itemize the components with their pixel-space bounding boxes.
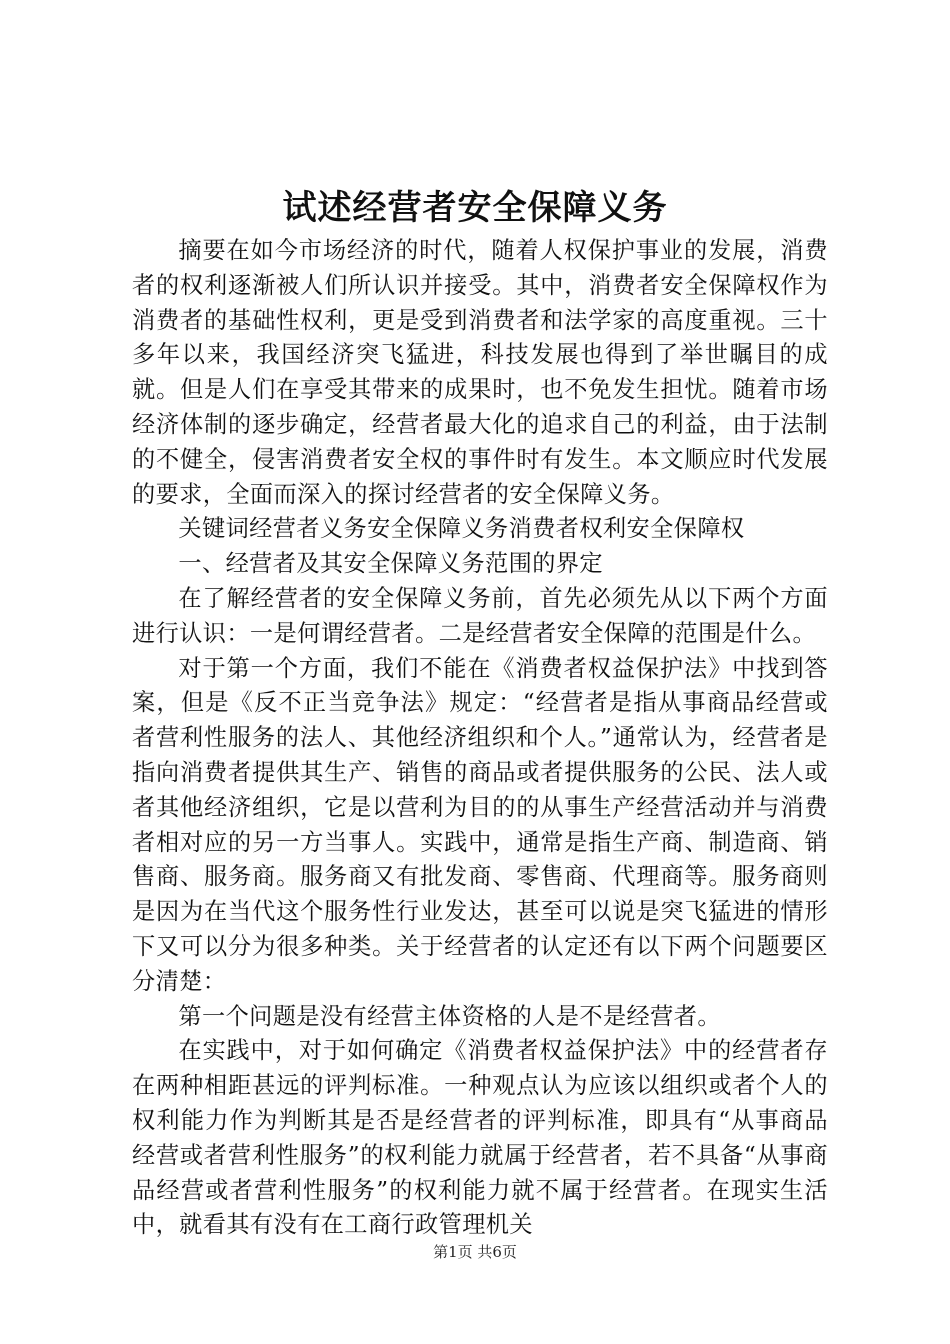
document-title: 试述经营者安全保障义务 <box>282 188 668 228</box>
section-heading: 一、经营者及其安全保障义务范围的界定 <box>178 550 603 578</box>
keywords-paragraph: 关键词经营者义务安全保障义务消费者权利安全保障权 <box>178 515 745 543</box>
body-paragraph: 在了解经营者的安全保障义务前，首先必须先从以下两个方面进行认识：一是何谓经营者。二是经营者安全保障的范围是什么。 <box>132 584 828 647</box>
body-paragraph: 对于第一个方面，我们不能在《消费者权益保护法》中找到答案，但是《反不正当竞争法》规定：“经营者是指从事商品经营或者营利性服务的法人、其他经济组织和个人。”通常认为，经营者是指向消费者提供其生产、销售的商品或者提供服务的公民、法人或者其他经济组织，它是以营利为目的的从事生产经营活动并与消费者相对应的另一方当事人。实践中，通常是指生产商、制造商、销售商、服务商。服务商又有批发商、零售商、代理商等。服务商则是因为在当代这个服务性行业发达，甚至可以说是突飞猛进的情形下又可以分为很多种类。关于经营者的认定还有以下两个问题要区分清楚： <box>132 654 828 995</box>
body-paragraph: 在实践中，对于如何确定《消费者权益保护法》中的经营者存在两种相距甚远的评判标准。一种观点认为应该以组织或者个人的权利能力作为判断其是否是经营者的评判标准，即具有“从事商品经营或者营利性服务”的权利能力就属于经营者，若不具备“从事商品经营或者营利性服务”的权利能力就不属于经营者。在现实生活中，就看其有没有在工商行政管理机关 <box>132 1037 828 1239</box>
document-body <box>132 234 828 1243</box>
body-paragraph: 第一个问题是没有经营主体资格的人是不是经营者。 <box>178 1002 721 1030</box>
abstract-paragraph: 摘要在如今市场经济的时代，随着人权保护事业的发展，消费者的权利逐渐被人们所认识并接受。其中，消费者安全保障权作为消费者的基础性权利，更是受到消费者和法学家的高度重视。三十多年以来，我国经济突飞猛进，科技发展也得到了举世瞩目的成就。但是人们在享受其带来的成果时，也不免发生担忧。随着市场经济体制的逐步确定，经营者最大化的追求自己的利益，由于法制的不健全，侵害消费者安全权的事件时有发生。本文顺应时代发展的要求，全面而深入的探讨经营者的安全保障义务。 <box>132 237 828 508</box>
page-number-footer: 第1页 共6页 <box>433 1243 517 1261</box>
